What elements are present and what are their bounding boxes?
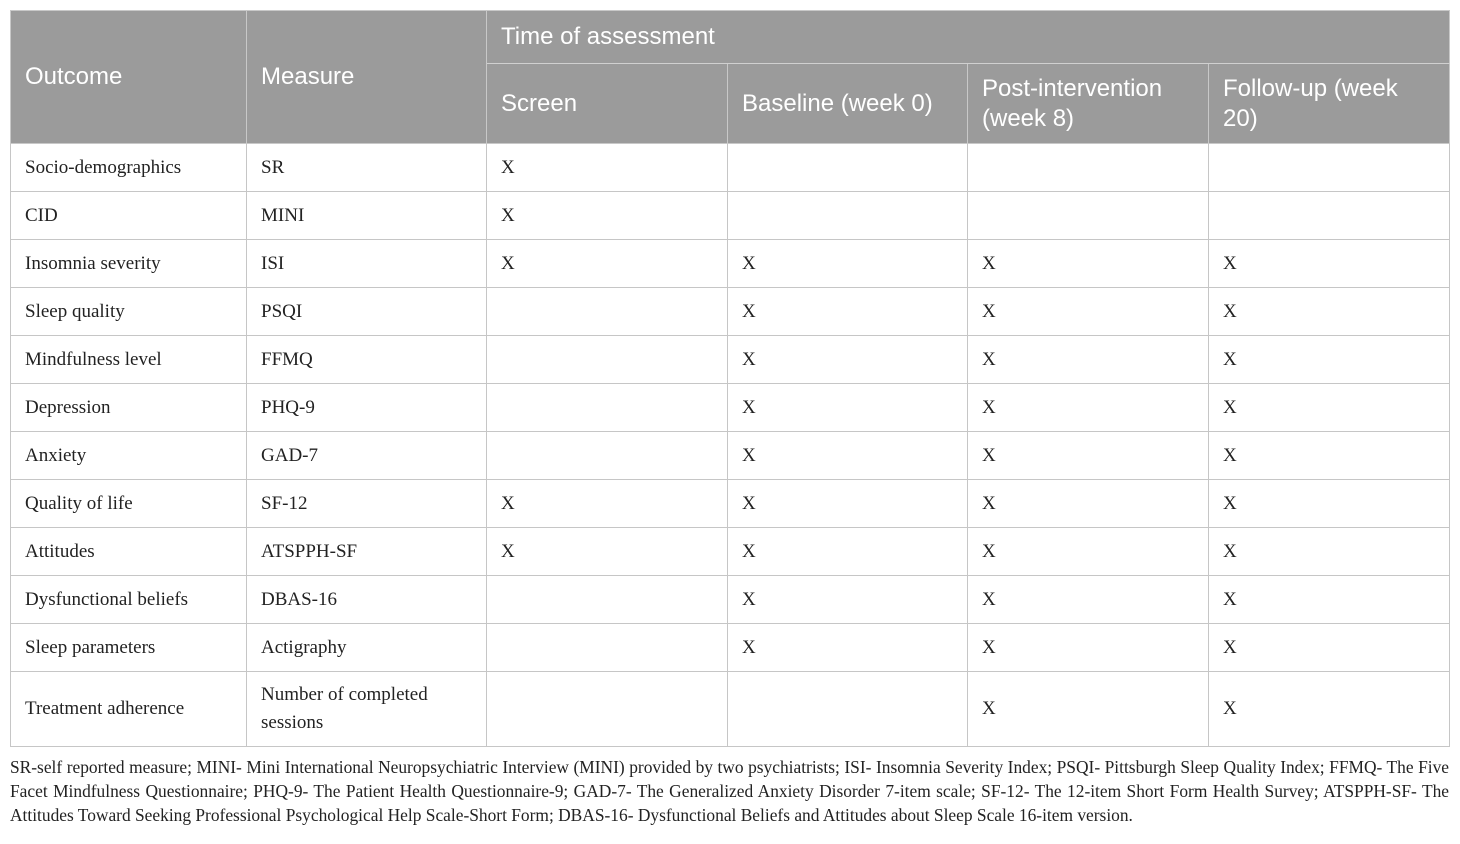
measure-cell: PHQ-9	[247, 384, 487, 432]
screen-mark	[487, 384, 728, 432]
header-time-of-assessment: Time of assessment	[487, 11, 1450, 64]
post-intervention-mark: X	[968, 240, 1209, 288]
baseline-mark: X	[728, 480, 968, 528]
follow-up-mark: X	[1209, 672, 1450, 747]
post-intervention-mark: X	[968, 672, 1209, 747]
follow-up-mark	[1209, 192, 1450, 240]
measure-cell: SR	[247, 144, 487, 192]
measure-cell: SF-12	[247, 480, 487, 528]
table-header	[11, 11, 1450, 144]
table-row	[11, 288, 1450, 336]
baseline-mark: X	[728, 240, 968, 288]
table-row	[11, 480, 1450, 528]
table-row	[11, 192, 1450, 240]
baseline-mark: X	[728, 432, 968, 480]
follow-up-mark: X	[1209, 528, 1450, 576]
measure-cell: FFMQ	[247, 336, 487, 384]
outcome-cell: Treatment adherence	[11, 672, 247, 747]
outcome-cell: Quality of life	[11, 480, 247, 528]
post-intervention-mark: X	[968, 528, 1209, 576]
screen-mark	[487, 624, 728, 672]
table-row	[11, 528, 1450, 576]
measure-cell: ATSPPH-SF	[247, 528, 487, 576]
table-row	[11, 624, 1450, 672]
screen-mark: X	[487, 240, 728, 288]
table-row	[11, 240, 1450, 288]
table-body	[11, 144, 1450, 747]
follow-up-mark: X	[1209, 288, 1450, 336]
follow-up-mark: X	[1209, 624, 1450, 672]
outcome-cell: Dysfunctional beliefs	[11, 576, 247, 624]
outcome-cell: Socio-demographics	[11, 144, 247, 192]
post-intervention-mark	[968, 144, 1209, 192]
outcome-cell: Attitudes	[11, 528, 247, 576]
baseline-mark	[728, 192, 968, 240]
table-row	[11, 384, 1450, 432]
baseline-mark: X	[728, 624, 968, 672]
outcome-cell: Sleep parameters	[11, 624, 247, 672]
outcome-cell: Anxiety	[11, 432, 247, 480]
follow-up-mark: X	[1209, 432, 1450, 480]
outcome-cell: Mindfulness level	[11, 336, 247, 384]
header-post-intervention: Post-intervention (week 8)	[968, 64, 1209, 144]
assessment-schedule-table	[10, 10, 1450, 747]
header-outcome: Outcome	[11, 11, 247, 144]
screen-mark: X	[487, 192, 728, 240]
follow-up-mark: X	[1209, 384, 1450, 432]
outcome-cell: CID	[11, 192, 247, 240]
table-row	[11, 336, 1450, 384]
measure-cell: GAD-7	[247, 432, 487, 480]
baseline-mark	[728, 144, 968, 192]
screen-mark	[487, 576, 728, 624]
screen-mark: X	[487, 480, 728, 528]
header-measure: Measure	[247, 11, 487, 144]
measure-cell: DBAS-16	[247, 576, 487, 624]
outcome-cell: Insomnia severity	[11, 240, 247, 288]
outcome-cell: Sleep quality	[11, 288, 247, 336]
table-footnote: SR-self reported measure; MINI- Mini International Neuropsychiatric Interview (MINI) provided by two psychiatrists; ISI- Insomnia Severity Index; PSQI- Pittsburgh Sleep Quality Index; FFMQ- The Five Facet Mindfulness Questionnaire; PHQ-9- The Patient Health Questionnaire-9; GAD-7- The Generalized Anxiety Disorder 7-item scale; SF-12- The 12-item Short Form Health Survey; ATSPPH-SF- The Attitudes Toward Seeking Professional Psychological Help Scale-Short Form; DBAS-16- Dysfunctional Beliefs and Attitudes about Sleep Scale 16-item version.	[10, 757, 1449, 825]
screen-mark	[487, 672, 728, 747]
follow-up-mark: X	[1209, 240, 1450, 288]
measure-cell: ISI	[247, 240, 487, 288]
post-intervention-mark: X	[968, 432, 1209, 480]
table-row	[11, 672, 1450, 747]
baseline-mark	[728, 672, 968, 747]
header-baseline: Baseline (week 0)	[728, 64, 968, 144]
table-row	[11, 144, 1450, 192]
baseline-mark: X	[728, 336, 968, 384]
baseline-mark: X	[728, 288, 968, 336]
follow-up-mark: X	[1209, 576, 1450, 624]
measure-cell: Actigraphy	[247, 624, 487, 672]
baseline-mark: X	[728, 384, 968, 432]
screen-mark	[487, 336, 728, 384]
measure-cell: MINI	[247, 192, 487, 240]
screen-mark	[487, 288, 728, 336]
screen-mark	[487, 432, 728, 480]
follow-up-mark: X	[1209, 336, 1450, 384]
screen-mark: X	[487, 528, 728, 576]
follow-up-mark: X	[1209, 480, 1450, 528]
measure-cell: Number of completed sessions	[247, 672, 487, 747]
measure-cell: PSQI	[247, 288, 487, 336]
post-intervention-mark: X	[968, 288, 1209, 336]
post-intervention-mark: X	[968, 576, 1209, 624]
outcome-cell: Depression	[11, 384, 247, 432]
post-intervention-mark	[968, 192, 1209, 240]
table-row	[11, 576, 1450, 624]
baseline-mark: X	[728, 528, 968, 576]
screen-mark: X	[487, 144, 728, 192]
post-intervention-mark: X	[968, 480, 1209, 528]
follow-up-mark	[1209, 144, 1450, 192]
header-screen: Screen	[487, 64, 728, 144]
post-intervention-mark: X	[968, 624, 1209, 672]
post-intervention-mark: X	[968, 336, 1209, 384]
header-follow-up: Follow-up (week 20)	[1209, 64, 1450, 144]
post-intervention-mark: X	[968, 384, 1209, 432]
table-row	[11, 432, 1450, 480]
baseline-mark: X	[728, 576, 968, 624]
document-page	[10, 10, 1449, 844]
